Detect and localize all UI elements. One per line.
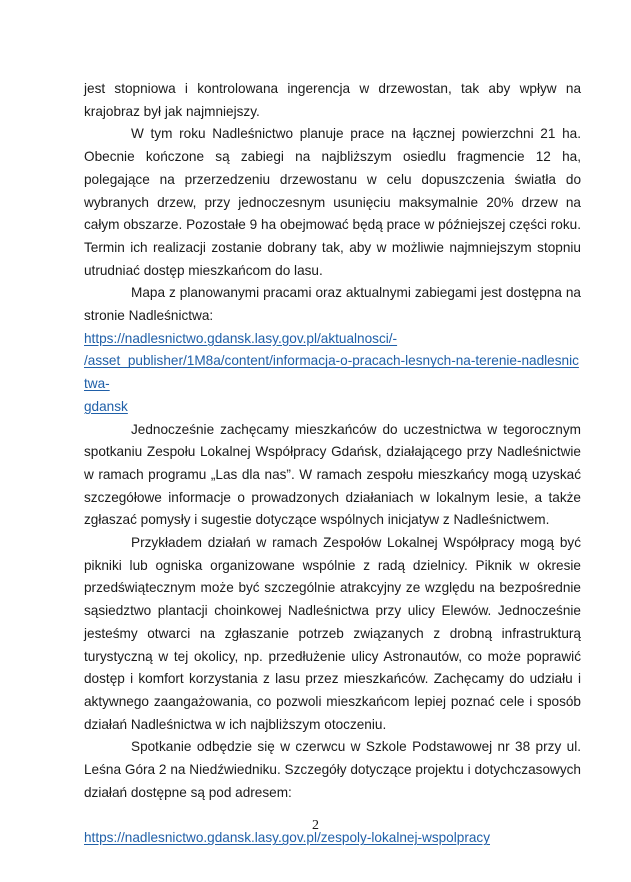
paragraph-meeting: Spotkanie odbędzie się w czerwcu w Szkole Podstawowej nr 38 przy ul. Leśna Góra 2 na Niedźwiedniku. Szczegóły dotyczące projektu i dotychczasowych działań dostępne są pod adresem: [84, 739, 581, 800]
map-link-line-1: https://nadlesnictwo.gdansk.lasy.gov.pl/aktualnosci/- [84, 330, 398, 346]
paragraph-local-cooperation: Jednocześnie zachęcamy mieszkańców do uczestnictwa w tegorocznym spotkaniu Zespołu Lokalnej Współpracy Gdańsk, działającego przy Nadleśnictwie w ramach programu „Las dla nas”. W ramach zespołu mieszkańcy mogą uzyskać szczegółowe informacje o prowadzonych działaniach w lokalnym lesie, a także zgłaszać pomysły i sugestie dotyczące wspólnych inicjatyw z Nadleśnictwem. [84, 421, 581, 528]
paragraph-map-info: Mapa z planowanymi pracami oraz aktualnymi zabiegami jest dostępna na stronie Nadleśnictwa: [84, 285, 581, 324]
document-page [84, 78, 581, 850]
map-link-line-2: /asset_publisher/1M8a/content/informacja-o-pracach-lesnych-na-terenie-nadlesnictwa- [84, 353, 579, 392]
map-link[interactable] [84, 331, 579, 414]
map-link-paragraph [84, 328, 581, 419]
paragraph-planned-works: W tym roku Nadleśnictwo planuje prace na łącznej powierzchni 21 ha. Obecnie kończone są zabiegi na najbliższym osiedlu fragmencie 12 ha, polegające na przerzedzeniu drzewostanu w celu dopuszczenia światła do wybranych drzew, przy jednoczesnym usunięciu maksymalnie 20% drzew na całym obszarze. Pozostałe 9 ha obejmować będą prace w późniejszej części roku. Termin ich realizacji zostanie dobrany tak, aby w możliwie najmniejszym stopniu utrudniać dostęp mieszkańcom do lasu. [84, 126, 581, 278]
team-link[interactable]: https://nadlesnictwo.gdansk.lasy.gov.pl/zespoly-lokalnej-wspolpracy [84, 830, 490, 846]
paragraph-examples: Przykładem działań w ramach Zespołów Lokalnej Współpracy mogą być pikniki lub ogniska organizowane wspólnie z radą dzielnicy. Piknik w okresie przedświątecznym może być szczególnie atrakcyjny ze względu na bezpośrednie sąsiedztwo plantacji choinkowej Nadleśnictwa przy ulicy Elewów. Jednocześnie jesteśmy otwarci na zgłaszanie potrzeb związanych z drobną infrastrukturą turystyczną w tej okolicy, np. przedłużenie ulicy Astronautów, co może poprawić dostęp i komfort korzystania z lasu przez mieszkańców. Zachęcamy do udziału i aktywnego zaangażowania, co pozwoli mieszkańcom lepiej poznać cele i sposób działań Nadleśnictwa w ich najbliższym otoczeniu. [84, 535, 581, 732]
paragraph-intro-continuation: jest stopniowa i kontrolowana ingerencja w drzewostan, tak aby wpływ na krajobraz był jak najmniejszy. [84, 81, 581, 119]
page-number: 2 [312, 818, 319, 833]
map-link-line-3: gdansk [84, 398, 128, 414]
